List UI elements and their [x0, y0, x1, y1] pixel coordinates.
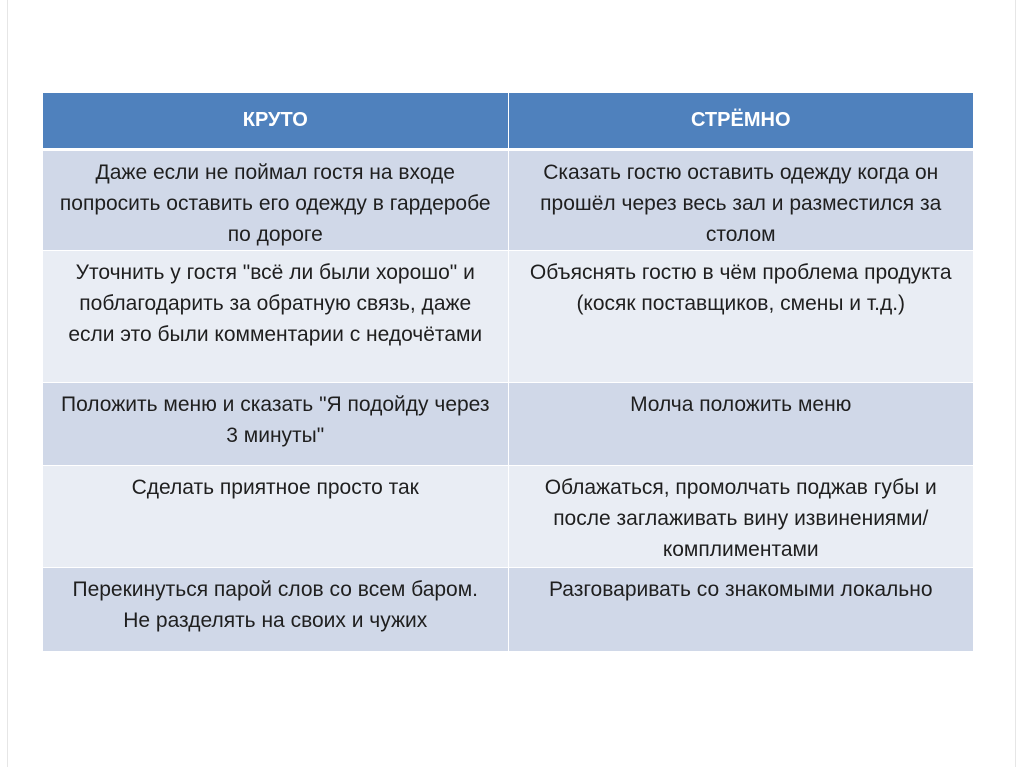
- slide-frame-right-line: [1015, 0, 1016, 767]
- table-row: [43, 567, 973, 651]
- table-row: [43, 250, 973, 382]
- cell-cool: Уточнить у гостя "всё ли были хорошо" и поблагодарить за обратную связь, даже если это были комментарии с недочётами: [43, 250, 508, 382]
- table-header: [43, 93, 973, 149]
- table-row: [43, 149, 973, 250]
- cell-cool: Сделать приятное просто так: [43, 465, 508, 567]
- cell-cool: Перекинуться парой слов со всем баром. Не разделять на своих и чужих: [43, 567, 508, 651]
- comparison-table: [43, 93, 973, 652]
- table-row: [43, 465, 973, 567]
- cell-cool: Даже если не поймал гостя на входе попросить оставить его одежду в гардеробе по дороге: [43, 149, 508, 250]
- cell-bad: Объяснять гостю в чём проблема продукта (косяк поставщиков, смены и т.д.): [508, 250, 973, 382]
- cell-bad: Разговаривать со знакомыми локально: [508, 567, 973, 651]
- table-row: [43, 382, 973, 465]
- table-body: [43, 149, 973, 651]
- cell-cool: Положить меню и сказать "Я подойду через 3 минуты": [43, 382, 508, 465]
- header-bad: СТРЁМНО: [508, 93, 973, 149]
- cell-bad: Сказать гостю оставить одежду когда он прошёл через весь зал и разместился за столом: [508, 149, 973, 250]
- slide-frame-left-line: [7, 0, 8, 767]
- cell-bad: Облажаться, промолчать поджав губы и после заглаживать вину извинениями/комплиментами: [508, 465, 973, 567]
- header-cool: КРУТО: [43, 93, 508, 149]
- cell-bad: Молча положить меню: [508, 382, 973, 465]
- header-row: [43, 93, 973, 149]
